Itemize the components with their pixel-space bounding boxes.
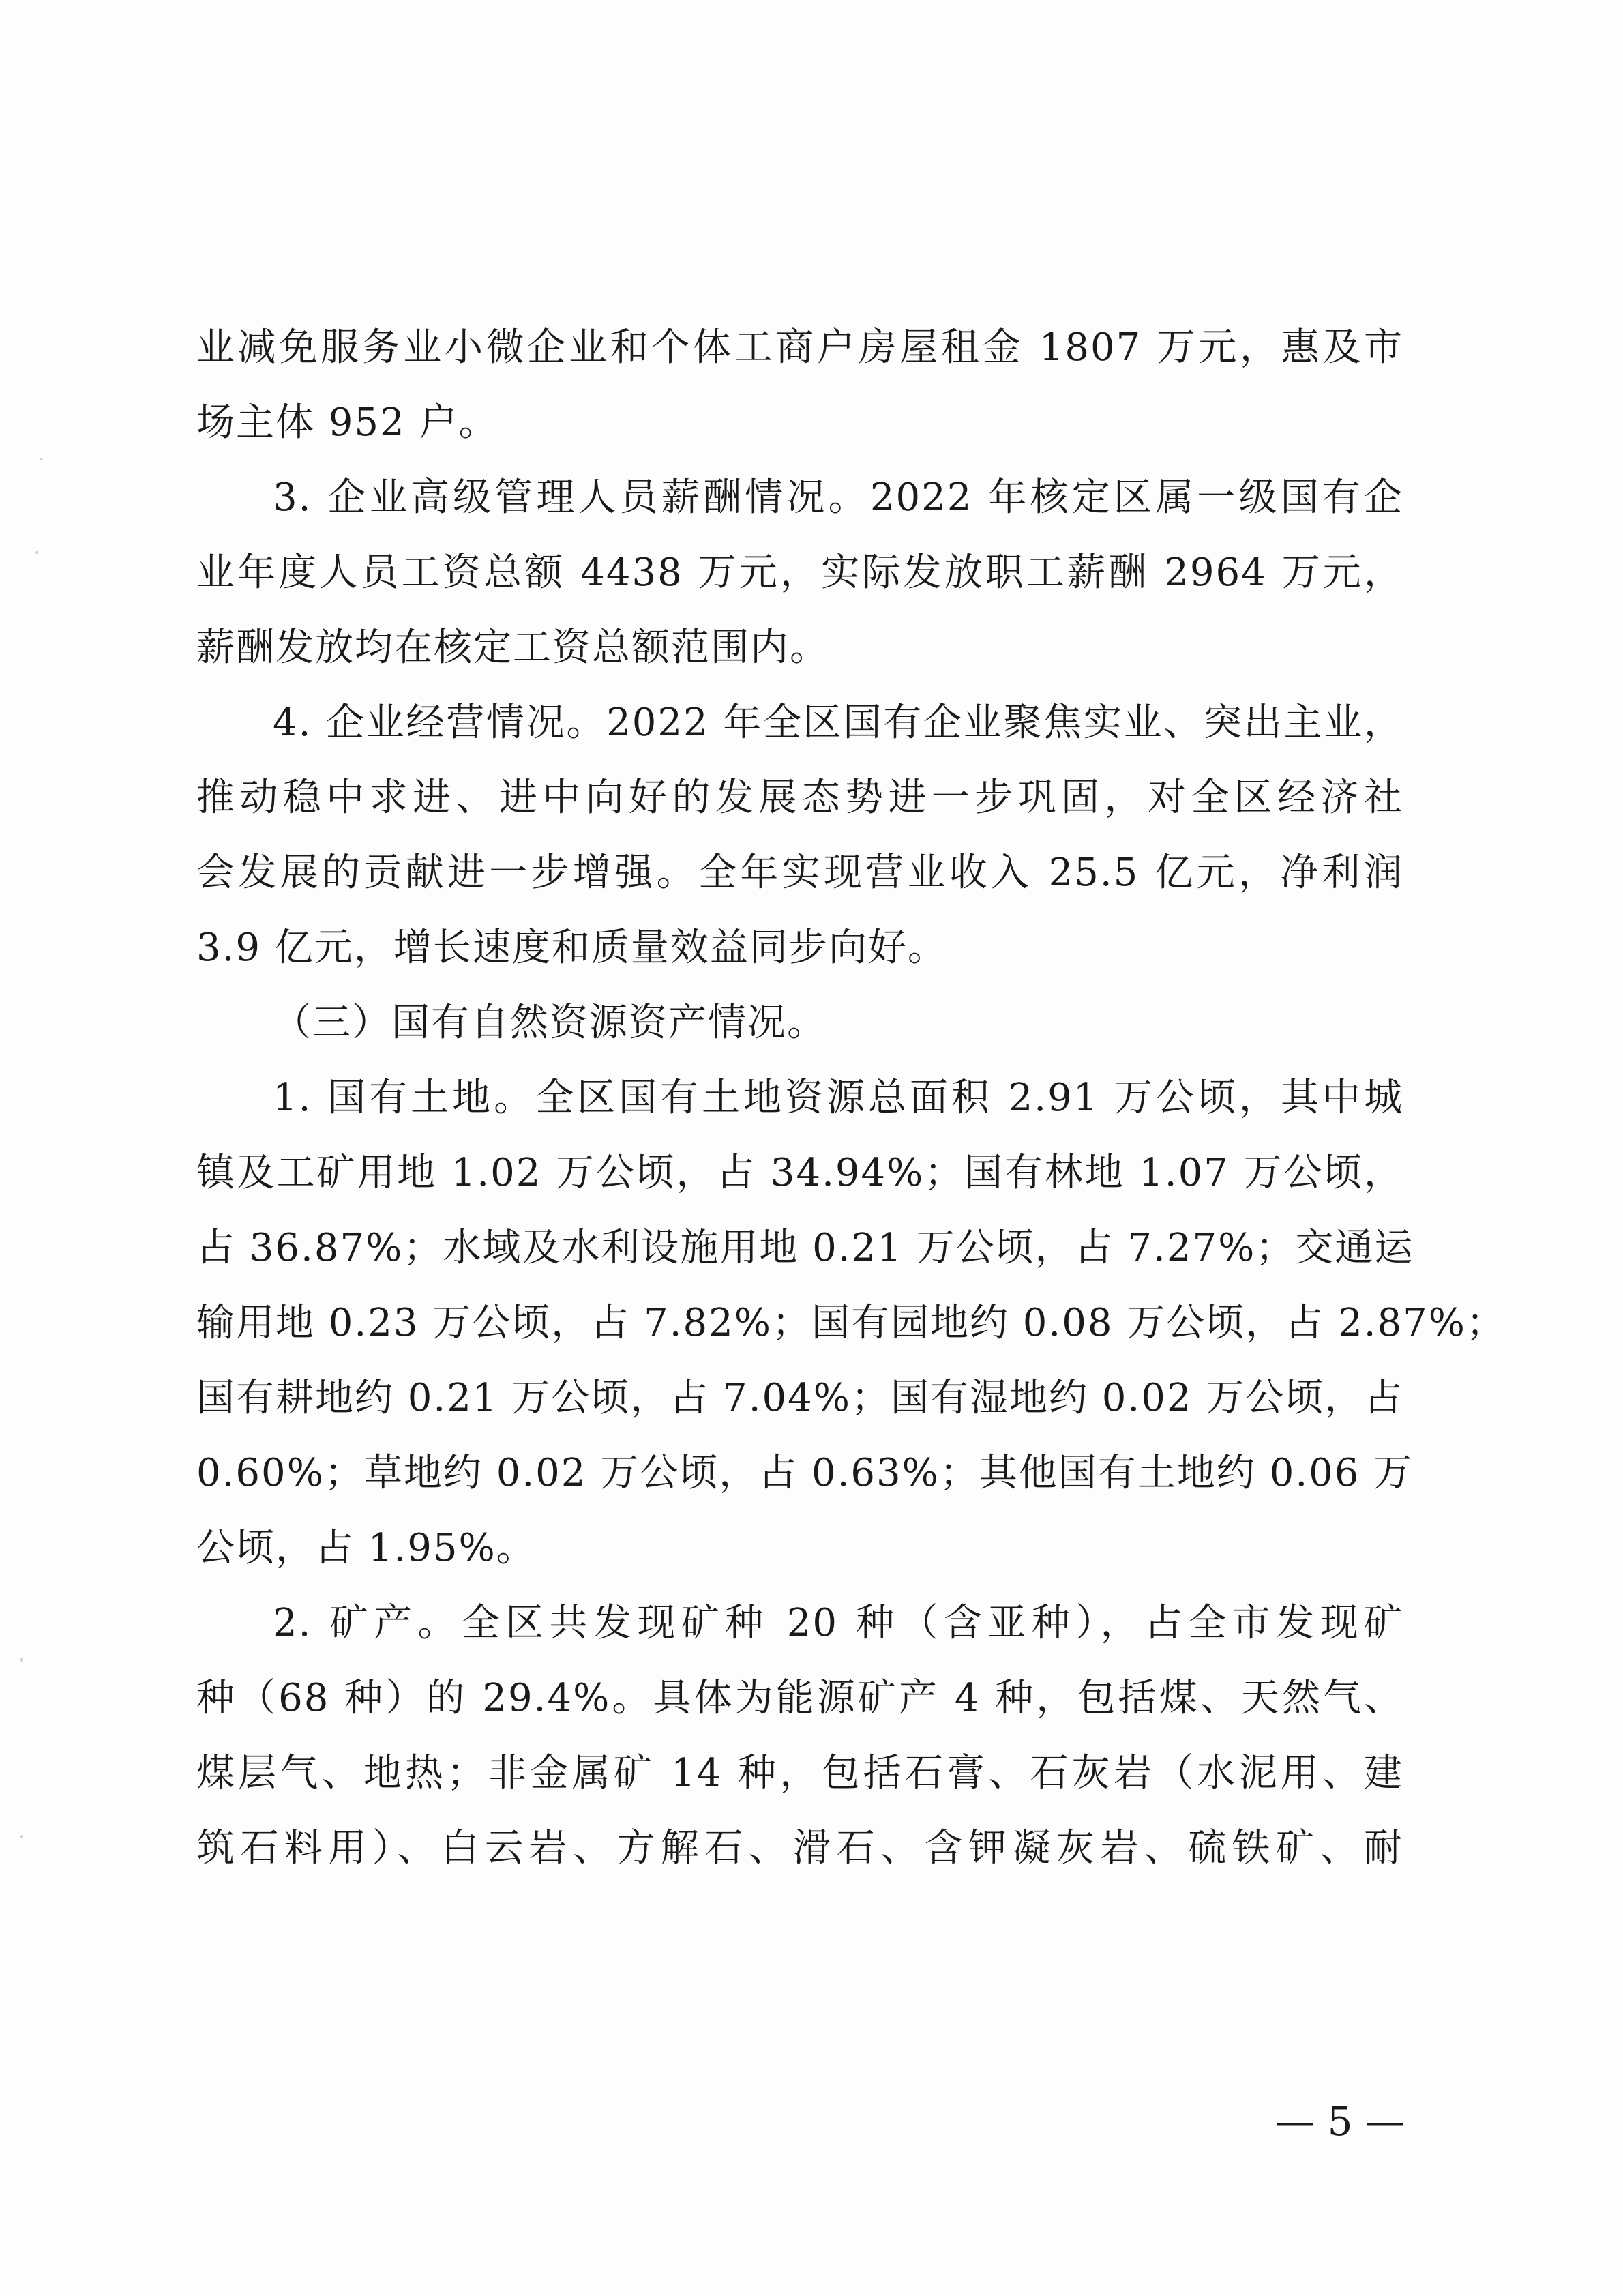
text-line: 薪酬发放均在核定工资总额范围内。 [196, 625, 829, 670]
scan-speck [20, 1835, 23, 1838]
text-line: 0.60%；草地约 0.02 万公顷，占 0.63%；其他国有土地约 0.06 万 [196, 1451, 1414, 1495]
text-line: 筑石料用）、白云岩、方解石、滑石、含钾凝灰岩、硫铁矿、耐 [196, 1826, 1403, 1870]
text-line: 煤层气、地热；非金属矿 14 种，包括石膏、石灰岩（水泥用、建 [196, 1751, 1403, 1795]
text-line: 1. 国有土地。全区国有土地资源总面积 2.91 万公顷，其中城 [273, 1076, 1403, 1120]
text-line: 占 36.87%；水域及水利设施用地 0.21 万公顷，占 7.27%；交通运 [196, 1226, 1414, 1270]
scan-speck [40, 458, 43, 460]
text-line: 场主体 952 户。 [196, 400, 498, 445]
text-line: 镇及工矿用地 1.02 万公顷，占 34.94%；国有林地 1.07 万公顷， [196, 1151, 1403, 1195]
text-line: 业减免服务业小微企业和个体工商户房屋租金 1807 万元，惠及市 [196, 325, 1403, 370]
text-line: 输用地 0.23 万公顷，占 7.82%；国有园地约 0.08 万公顷，占 2.87%； [196, 1301, 1506, 1345]
text-line: 2. 矿产。全区共发现矿种 20 种（含亚种），占全市发现矿 [273, 1601, 1403, 1645]
scan-speck [35, 551, 38, 554]
section-heading: （三）国有自然资源资产情况。 [273, 1001, 827, 1045]
text-line: 种（68 种）的 29.4%。具体为能源矿产 4 种，包括煤、天然气、 [196, 1676, 1403, 1720]
text-line: 会发展的贡献进一步增强。全年实现营业收入 25.5 亿元，净利润 [196, 851, 1403, 895]
text-line: 3. 企业高级管理人员薪酬情况。2022 年核定区属一级国有企 [273, 475, 1403, 520]
text-line: 国有耕地约 0.21 万公顷，占 7.04%；国有湿地约 0.02 万公顷，占 [196, 1376, 1404, 1420]
scan-speck [20, 1658, 23, 1662]
text-line: 业年度人员工资总额 4438 万元，实际发放职工薪酬 2964 万元， [196, 550, 1403, 595]
text-line: 公顷，占 1.95%。 [196, 1526, 536, 1570]
body-text [196, 310, 1506, 1886]
text-line: 推动稳中求进、进中向好的发展态势进一步巩固，对全区经济社 [196, 776, 1403, 820]
text-line: 3.9 亿元，增长速度和质量效益同步向好。 [196, 926, 947, 970]
page-number: — 5 — [1275, 2098, 1405, 2145]
text-line: 4. 企业经营情况。2022 年全区国有企业聚焦实业、突出主业， [273, 701, 1403, 745]
